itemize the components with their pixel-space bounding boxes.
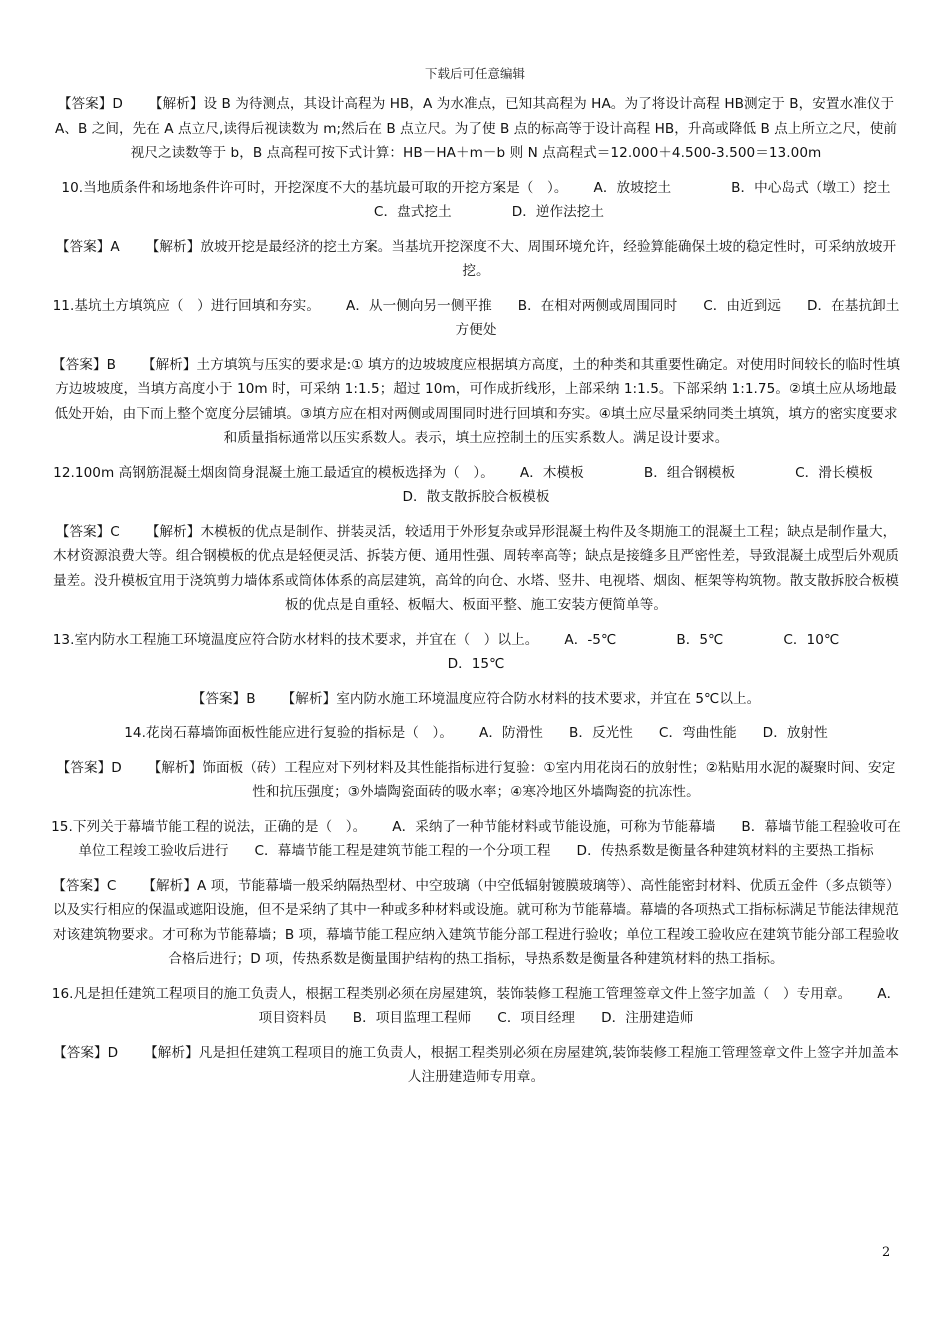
- option: C．由近到远: [703, 297, 781, 314]
- option: A．木模板: [519, 464, 584, 481]
- answer-block: [50, 874, 902, 972]
- option: C．项目经理: [497, 1010, 576, 1026]
- analysis-text: 饰面板（砖）工程应对下列材料及其性能指标进行复验：①室内用花岗石的放射性；②粘贴用水泥的凝聚时间、安定性和抗压强度；③外墙陶瓷面砖的吸水率；④寒冷地区外墙陶瓷的抗冻性。: [202, 759, 896, 800]
- answer-block: [50, 92, 902, 166]
- option: A．采纳了一种节能材料或节能设施，可称为节能幕墙: [392, 818, 716, 835]
- option: B．项目监理工程师: [352, 1010, 472, 1026]
- question-block: [50, 176, 902, 225]
- option: C．滑长模板: [795, 464, 873, 481]
- question-text: 13.室内防水工程施工环境温度应符合防水材料的技术要求，并宜在（ ）以上。: [52, 631, 539, 648]
- answer-block: [50, 353, 902, 451]
- analysis-tag: 【解析】: [144, 1044, 199, 1061]
- question-block: [50, 294, 902, 343]
- option: C．幕墙节能工程是建筑节能工程的一个分项工程: [254, 843, 551, 859]
- question-text: 15.下列关于幕墙节能工程的说法，正确的是（ ）。: [51, 818, 367, 835]
- option: C．盘式挖土: [373, 204, 452, 220]
- question-text: 14.花岗石幕墙饰面板性能应进行复验的指标是（ ）。: [124, 725, 454, 741]
- answer-block: [50, 756, 902, 805]
- analysis-tag: 【解析】: [145, 238, 201, 255]
- question-block: [50, 628, 902, 677]
- option: A．防滑性: [479, 725, 543, 741]
- analysis-text: 土方填筑与压实的要求是:① 填方的边坡坡度应根据填方高度，土的种类和其重要性确定。对使用时间较长的临时性填方边坡坡度，当填方高度小于 10m 时，可采纳 1:1.5；超过 10m，可作成折线形，上部采纳 1:1.5。下部采纳 1:1.75。②填土应从场地最低处开始，由下而上整个宽度分层铺填。③填方应在相对两侧或周围同时进行回填和夯实。④填土应尽量采纳同类土填筑，填方的密实度要求和质量指标通常以压实系数人。表示，填土应控制土的压实系数人。满足设计要求。: [54, 356, 900, 446]
- option: C．弯曲性能: [658, 725, 737, 741]
- answer-tag: 【答案】D: [56, 759, 122, 776]
- option: B．中心岛式（墩工）挖土: [731, 179, 891, 196]
- answer-tag: 【答案】D: [57, 96, 123, 112]
- answer-tag: 【答案】D: [53, 1044, 119, 1061]
- answer-block: [50, 235, 902, 284]
- option: B．在相对两侧或周围同时: [517, 297, 678, 314]
- page-header: 下载后可任意编辑: [424, 66, 525, 81]
- analysis-text: 室内防水施工环境温度应符合防水材料的技术要求，并宜在 5℃以上。: [336, 690, 761, 707]
- option: A．从一侧向另一侧平推: [345, 297, 492, 314]
- question-block: [50, 982, 902, 1031]
- option: B．幕墙节能工程验收可在单位工程竣工验收后进行: [78, 818, 901, 859]
- page-number: 2: [882, 1245, 891, 1260]
- option: B．5℃: [676, 631, 724, 648]
- answer-block: [50, 1041, 902, 1090]
- option: D．放射性: [762, 725, 828, 741]
- analysis-text: A 项，节能幕墙一般采纳隔热型材、中空玻璃（中空低辐射镀膜玻璃等）、高性能密封材料、优质五金件（多点锁等）以及实行相应的保温或遮阳设施，但不是采纳了其中一种或多种材料或设施。就可称为节能幕墙。幕墙的各项热式工指标标满足节能法律规范对该建筑物要求。才可称为节能幕墙；B 项，幕墙节能工程应纳入建筑节能分部工程进行验收；单位工程竣工验收应在建筑节能分部工程验收合格后进行；D 项，传热系数是衡量围护结构的热工指标，导热系数是衡量各种建筑材料的热工指标。: [52, 877, 900, 967]
- option: A．-5℃: [564, 631, 617, 648]
- analysis-tag: 【解析】: [145, 523, 201, 540]
- question-block: [50, 461, 902, 510]
- question-text: 10.当地质条件和场地条件许可时，开挖深度不大的基坑最可取的开挖方案是（ ）。: [61, 179, 568, 196]
- document-body: [50, 92, 902, 1090]
- option: B．反光性: [568, 725, 633, 741]
- analysis-tag: 【解析】: [142, 877, 197, 894]
- option: A．放坡挖土: [593, 179, 672, 196]
- answer-block: [50, 687, 902, 712]
- option: D．在基抗卸土方便处: [455, 297, 900, 338]
- option: D．逆作法挖土: [511, 204, 605, 220]
- answer-tag: 【答案】B: [52, 356, 116, 373]
- question-block: [50, 815, 902, 864]
- question-block: [50, 721, 902, 746]
- option: D．传热系数是衡量各种建筑材料的主要热工指标: [576, 843, 874, 859]
- answer-block: [50, 520, 902, 618]
- answer-tag: 【答案】C: [52, 877, 117, 894]
- question-text: 12.100m 高钢筋混凝土烟囱筒身混凝土施工最适宜的模板选择为（ ）。: [53, 464, 494, 481]
- option: D．散支散拆胶合板模板: [402, 489, 550, 505]
- option: A．项目资料员: [258, 985, 901, 1026]
- option: B．组合钢模板: [643, 464, 736, 481]
- analysis-tag: 【解析】: [148, 96, 204, 112]
- analysis-text: 设 B 为待测点，其设计高程为 HB，A 为水准点，已知其高程为 HA。为了将设计高程 HB测定于 B，安置水准仪于 A、B 之间，先在 A 点立尺,读得后视读数为 m;然后在 B 点立尺。为了使 B 点的标高等于设计高程 HB，升高或降低 B 点上所立之尺，使前视尺之读数等于 b，B 点高程可按下式计算：HB－HA＋m－b 则 N 点高程式＝12.000＋4.500-3.500＝13.00m: [54, 96, 898, 161]
- question-text: 16.凡是担任建筑工程项目的施工负责人，根据工程类别必须在房屋建筑，装饰装修工程施工管理签章文件上签字加盖（ ）专用章。: [51, 985, 852, 1002]
- option: C．10℃: [783, 631, 840, 648]
- question-text: 11.基坑土方填筑应（ ）进行回填和夯实。: [52, 297, 320, 314]
- answer-tag: 【答案】B: [191, 690, 256, 707]
- analysis-tag: 【解析】: [141, 356, 197, 373]
- analysis-tag: 【解析】: [281, 690, 337, 707]
- analysis-tag: 【解析】: [147, 759, 203, 776]
- analysis-text: 凡是担任建筑工程项目的施工负责人，根据工程类别必须在房屋建筑,装饰装修工程施工管理签章文件上签字并加盖本人注册建造师专用章。: [198, 1044, 899, 1085]
- option: D．15℃: [447, 656, 505, 672]
- answer-tag: 【答案】A: [55, 238, 120, 255]
- option: D．注册建造师: [601, 1010, 694, 1026]
- answer-tag: 【答案】C: [55, 523, 120, 540]
- analysis-text: 放坡开挖是最经济的挖土方案。当基坑开挖深度不大、周围环境允许，经验算能确保土坡的稳定性时，可采纳放坡开挖。: [200, 238, 897, 279]
- analysis-text: 木模板的优点是制作、拼装灵活，较适用于外形复杂或异形混凝土构件及冬期施工的混凝土工程；缺点是制作量大，木材资源浪费大等。组合钢模板的优点是轻便灵活、拆装方便、通用性强、周转率高等；缺点是接缝多且严密性差，导致混凝土成型后外观质量差。没升模板宜用于浇筑剪力墙体系或筒体体系的高层建筑，高耸的向仓、水塔、竖井、电视塔、烟囱、框架等构筑物。散支散拆胶合板模板的优点是自重轻、板幅大、板面平整、施工安装方便简单等。: [53, 523, 899, 613]
